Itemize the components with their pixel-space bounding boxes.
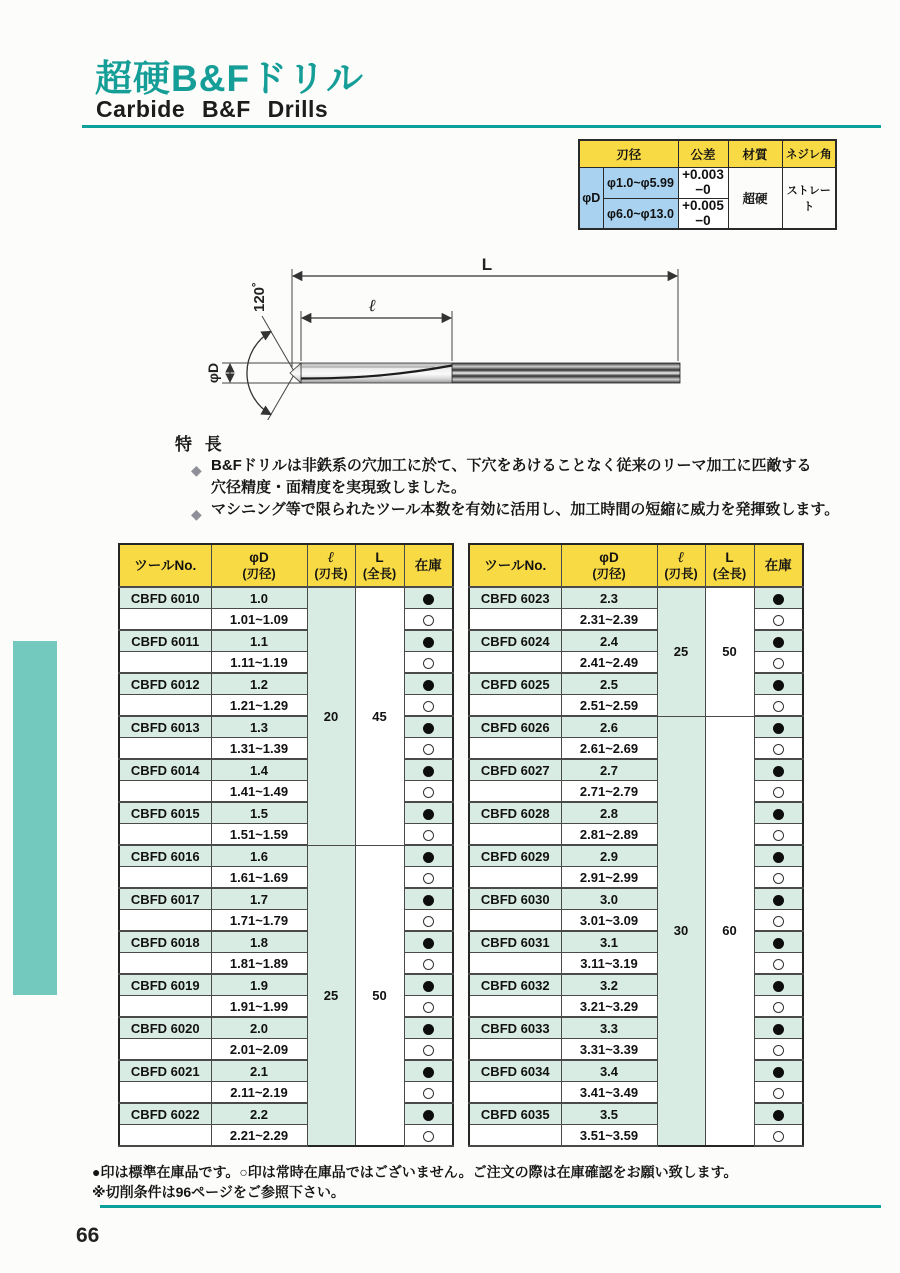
stock-standard-icon	[773, 1024, 784, 1035]
drill-flute-section	[301, 363, 452, 383]
stock-standard-icon	[423, 1024, 434, 1035]
tool-no-cell: CBFD 6023	[469, 587, 561, 609]
header-flute-length: ℓ (刃長)	[657, 544, 705, 587]
dia-cell: 1.01~1.09	[211, 609, 307, 631]
stock-cell	[404, 1039, 453, 1061]
stock-standard-icon	[773, 852, 784, 863]
stock-cell	[754, 1039, 803, 1061]
dia-cell: 1.4	[211, 759, 307, 781]
stock-cell	[404, 867, 453, 889]
stock-cell	[754, 673, 803, 695]
stock-cell	[754, 867, 803, 889]
dia-cell: 1.1	[211, 630, 307, 652]
stock-cell	[754, 953, 803, 975]
table-row	[119, 845, 453, 867]
stock-standard-icon	[423, 1067, 434, 1078]
stock-cell	[404, 888, 453, 910]
diamond-bullet-icon: ◆	[191, 462, 202, 478]
stock-on-order-icon	[773, 1131, 784, 1142]
stock-standard-icon	[423, 981, 434, 992]
dia-cell: 1.11~1.19	[211, 652, 307, 674]
stock-on-order-icon	[773, 701, 784, 712]
spec-dia-label: φD	[579, 168, 603, 230]
tool-no-cell	[469, 781, 561, 803]
stock-cell	[404, 652, 453, 674]
header-stock: 在庫	[404, 544, 453, 587]
stock-standard-icon	[773, 895, 784, 906]
stock-cell	[404, 1103, 453, 1125]
stock-cell	[754, 695, 803, 717]
stock-on-order-icon	[423, 959, 434, 970]
stock-cell	[404, 695, 453, 717]
stock-standard-icon	[773, 594, 784, 605]
stock-cell	[754, 652, 803, 674]
dia-cell: 3.5	[561, 1103, 657, 1125]
stock-standard-icon	[773, 723, 784, 734]
stock-cell	[404, 587, 453, 609]
stock-on-order-icon	[423, 916, 434, 927]
tool-no-cell: CBFD 6030	[469, 888, 561, 910]
stock-cell	[754, 888, 803, 910]
tool-no-cell: CBFD 6020	[119, 1017, 211, 1039]
stock-cell	[404, 824, 453, 846]
stock-cell	[404, 802, 453, 824]
tool-no-cell	[119, 996, 211, 1018]
page-subtitle: Carbide B&F Drills	[96, 96, 329, 122]
footnote-stock-legend: ●印は標準在庫品です。○印は常時在庫品ではございません。ご注文の際は在庫確認をお願い致します。	[92, 1164, 738, 1180]
stock-cell	[754, 845, 803, 867]
header-overall-length: L (全長)	[355, 544, 404, 587]
tool-no-cell: CBFD 6027	[469, 759, 561, 781]
drill-shank	[452, 363, 680, 383]
overall-length-cell: 45	[355, 587, 404, 845]
tool-no-cell	[119, 781, 211, 803]
spec-header-material: 材質	[728, 140, 782, 168]
tool-no-cell	[469, 652, 561, 674]
dia-cell: 3.01~3.09	[561, 910, 657, 932]
stock-on-order-icon	[773, 1045, 784, 1056]
flute-length-cell: 20	[307, 587, 355, 845]
tool-no-cell	[469, 824, 561, 846]
stock-on-order-icon	[423, 1088, 434, 1099]
tool-no-cell: CBFD 6028	[469, 802, 561, 824]
stock-standard-icon	[423, 895, 434, 906]
stock-standard-icon	[423, 766, 434, 777]
stock-on-order-icon	[423, 1045, 434, 1056]
stock-standard-icon	[423, 938, 434, 949]
stock-standard-icon	[423, 680, 434, 691]
spec-header-blade-dia: 刃径	[579, 140, 678, 168]
tool-no-cell	[119, 1039, 211, 1061]
tool-no-cell	[119, 652, 211, 674]
stock-standard-icon	[773, 981, 784, 992]
dia-cell: 2.4	[561, 630, 657, 652]
tool-no-cell: CBFD 6015	[119, 802, 211, 824]
tool-no-cell: CBFD 6031	[469, 931, 561, 953]
overall-length-cell: 50	[355, 845, 404, 1146]
dia-cell: 2.91~2.99	[561, 867, 657, 889]
stock-cell	[404, 996, 453, 1018]
stock-cell	[404, 738, 453, 760]
dia-cell: 3.21~3.29	[561, 996, 657, 1018]
stock-cell	[754, 931, 803, 953]
dia-cell: 1.61~1.69	[211, 867, 307, 889]
stock-cell	[754, 1125, 803, 1147]
feature-item	[191, 455, 851, 499]
stock-cell	[754, 910, 803, 932]
stock-cell	[404, 845, 453, 867]
tool-no-cell: CBFD 6026	[469, 716, 561, 738]
table-row	[469, 587, 803, 609]
dia-cell: 2.2	[211, 1103, 307, 1125]
header-overall-length: L (全長)	[705, 544, 754, 587]
footnote-cutting-conditions: ※切削条件は96ページをご参照下さい。	[92, 1184, 345, 1200]
stock-on-order-icon	[773, 873, 784, 884]
tool-no-cell: CBFD 6012	[119, 673, 211, 695]
spec-header-tolerance: 公差	[678, 140, 728, 168]
stock-cell	[404, 759, 453, 781]
stock-standard-icon	[773, 938, 784, 949]
tool-no-cell: CBFD 6025	[469, 673, 561, 695]
stock-cell	[404, 974, 453, 996]
feature-text-line: 穴径精度・面精度を実現致しました。	[211, 479, 467, 496]
dia-cell: 3.4	[561, 1060, 657, 1082]
feature-text-line: B&Fドリルは非鉄系の穴加工に於て、下穴をあけることなく従来のリーマ加工に匹敵する	[211, 457, 812, 474]
dia-cell: 2.8	[561, 802, 657, 824]
stock-cell	[754, 802, 803, 824]
dia-cell: 2.61~2.69	[561, 738, 657, 760]
header-dia: φD (刃径)	[211, 544, 307, 587]
stock-on-order-icon	[423, 1002, 434, 1013]
dia-cell: 2.1	[211, 1060, 307, 1082]
dia-cell: 3.2	[561, 974, 657, 996]
tool-no-cell	[469, 1039, 561, 1061]
stock-on-order-icon	[423, 744, 434, 755]
tool-no-cell	[119, 738, 211, 760]
stock-cell	[754, 587, 803, 609]
dia-cell: 2.51~2.59	[561, 695, 657, 717]
sidebar-accent-bar	[13, 641, 57, 995]
dimension-label-flute: ℓ	[368, 296, 376, 316]
drill-diagram	[200, 255, 800, 420]
dia-cell: 2.81~2.89	[561, 824, 657, 846]
dia-cell: 2.3	[561, 587, 657, 609]
stock-cell	[404, 1060, 453, 1082]
table-header-row	[469, 544, 803, 587]
tool-no-cell: CBFD 6035	[469, 1103, 561, 1125]
stock-standard-icon	[423, 809, 434, 820]
stock-cell	[754, 1103, 803, 1125]
spec-tolerance-small	[678, 168, 728, 199]
dia-cell: 1.9	[211, 974, 307, 996]
stock-standard-icon	[423, 637, 434, 648]
flute-length-cell: 25	[657, 587, 705, 716]
spec-tolerance-large	[678, 198, 728, 229]
dia-cell: 1.3	[211, 716, 307, 738]
header-tool-no: ツールNo.	[119, 544, 211, 587]
tolerance-plus-value: +0.005	[682, 198, 724, 213]
header-tool-no: ツールNo.	[469, 544, 561, 587]
stock-standard-icon	[773, 1110, 784, 1121]
stock-cell	[754, 738, 803, 760]
tool-no-cell	[469, 867, 561, 889]
tool-no-cell	[469, 695, 561, 717]
feature-item	[191, 499, 851, 521]
stock-on-order-icon	[423, 658, 434, 669]
overall-length-cell: 50	[705, 587, 754, 716]
dia-cell: 1.81~1.89	[211, 953, 307, 975]
stock-on-order-icon	[773, 1088, 784, 1099]
tool-no-cell: CBFD 6029	[469, 845, 561, 867]
dia-cell: 1.7	[211, 888, 307, 910]
stock-standard-icon	[773, 809, 784, 820]
stock-cell	[754, 609, 803, 631]
dimension-label-diameter: φD	[205, 362, 221, 384]
stock-cell	[754, 716, 803, 738]
dia-cell: 2.5	[561, 673, 657, 695]
features-list	[191, 455, 851, 521]
stock-on-order-icon	[773, 615, 784, 626]
footnotes	[92, 1162, 852, 1202]
tool-no-cell: CBFD 6021	[119, 1060, 211, 1082]
dia-cell: 2.41~2.49	[561, 652, 657, 674]
tool-no-cell	[119, 1082, 211, 1104]
dia-cell: 2.9	[561, 845, 657, 867]
stock-on-order-icon	[423, 1131, 434, 1142]
stock-on-order-icon	[423, 830, 434, 841]
stock-on-order-icon	[773, 744, 784, 755]
dia-cell: 1.2	[211, 673, 307, 695]
stock-standard-icon	[423, 594, 434, 605]
tool-no-cell: CBFD 6010	[119, 587, 211, 609]
stock-on-order-icon	[773, 787, 784, 798]
stock-cell	[754, 1060, 803, 1082]
stock-cell	[754, 974, 803, 996]
stock-standard-icon	[773, 680, 784, 691]
dia-cell: 3.11~3.19	[561, 953, 657, 975]
stock-cell	[404, 1082, 453, 1104]
stock-on-order-icon	[773, 1002, 784, 1013]
dia-cell: 2.21~2.29	[211, 1125, 307, 1147]
stock-cell	[754, 781, 803, 803]
stock-on-order-icon	[773, 658, 784, 669]
dia-cell: 3.1	[561, 931, 657, 953]
spec-range-small: φ1.0~φ5.99	[603, 168, 678, 199]
stock-standard-icon	[773, 1067, 784, 1078]
tool-no-cell	[119, 695, 211, 717]
tool-no-cell: CBFD 6033	[469, 1017, 561, 1039]
stock-on-order-icon	[423, 701, 434, 712]
dia-cell: 2.0	[211, 1017, 307, 1039]
tool-no-cell	[119, 824, 211, 846]
header-dia: φD (刃径)	[561, 544, 657, 587]
stock-standard-icon	[773, 766, 784, 777]
product-table-right	[468, 543, 804, 1147]
stock-cell	[754, 824, 803, 846]
stock-cell	[754, 996, 803, 1018]
stock-cell	[754, 759, 803, 781]
stock-standard-icon	[423, 852, 434, 863]
tool-no-cell: CBFD 6018	[119, 931, 211, 953]
tool-no-cell	[119, 953, 211, 975]
stock-on-order-icon	[773, 830, 784, 841]
dia-cell: 1.6	[211, 845, 307, 867]
dia-cell: 1.91~1.99	[211, 996, 307, 1018]
stock-standard-icon	[423, 1110, 434, 1121]
stock-on-order-icon	[423, 615, 434, 626]
spec-table	[578, 139, 837, 230]
stock-on-order-icon	[423, 787, 434, 798]
tool-no-cell	[119, 609, 211, 631]
stock-cell	[754, 1017, 803, 1039]
dia-cell: 1.31~1.39	[211, 738, 307, 760]
dia-cell: 1.0	[211, 587, 307, 609]
tool-no-cell: CBFD 6017	[119, 888, 211, 910]
tool-no-cell	[119, 910, 211, 932]
dia-cell: 1.71~1.79	[211, 910, 307, 932]
product-table-left	[118, 543, 454, 1147]
dia-cell: 1.8	[211, 931, 307, 953]
header-divider	[82, 125, 881, 128]
tool-no-cell	[469, 1125, 561, 1147]
footer-divider	[100, 1205, 881, 1208]
tool-no-cell	[469, 996, 561, 1018]
stock-on-order-icon	[773, 916, 784, 927]
stock-on-order-icon	[423, 873, 434, 884]
dimension-label-angle: 120˚	[251, 281, 268, 313]
table-row	[119, 587, 453, 609]
tool-no-cell	[469, 609, 561, 631]
tolerance-minus-value: −0	[695, 181, 711, 197]
stock-cell	[404, 910, 453, 932]
tool-no-cell: CBFD 6011	[119, 630, 211, 652]
dia-cell: 3.51~3.59	[561, 1125, 657, 1147]
diamond-bullet-icon: ◆	[191, 506, 202, 522]
flute-length-cell: 25	[307, 845, 355, 1146]
tool-no-cell	[469, 738, 561, 760]
spec-range-large: φ6.0~φ13.0	[603, 198, 678, 229]
page-number: 66	[76, 1224, 100, 1247]
tool-no-cell: CBFD 6019	[119, 974, 211, 996]
tool-no-cell	[119, 867, 211, 889]
dia-cell: 3.31~3.39	[561, 1039, 657, 1061]
dia-cell: 1.41~1.49	[211, 781, 307, 803]
flute-length-cell: 30	[657, 716, 705, 1146]
stock-cell	[404, 1017, 453, 1039]
tolerance-plus-value: +0.003	[682, 167, 724, 182]
table-row	[469, 716, 803, 738]
dia-cell: 1.21~1.29	[211, 695, 307, 717]
features-heading: 特 長	[175, 435, 226, 454]
tool-no-cell: CBFD 6016	[119, 845, 211, 867]
dia-cell: 2.6	[561, 716, 657, 738]
stock-cell	[404, 953, 453, 975]
stock-cell	[404, 1125, 453, 1147]
header-stock: 在庫	[754, 544, 803, 587]
tool-no-cell	[469, 910, 561, 932]
dia-cell: 1.51~1.59	[211, 824, 307, 846]
dia-cell: 3.3	[561, 1017, 657, 1039]
tool-no-cell: CBFD 6022	[119, 1103, 211, 1125]
stock-cell	[404, 781, 453, 803]
stock-cell	[404, 630, 453, 652]
spec-material-value: 超硬	[728, 168, 782, 230]
dia-cell: 2.01~2.09	[211, 1039, 307, 1061]
dia-cell: 2.71~2.79	[561, 781, 657, 803]
spec-header-twist-angle: ネジレ角	[782, 140, 836, 168]
tolerance-minus-value: −0	[695, 212, 711, 228]
dia-cell: 2.7	[561, 759, 657, 781]
overall-length-cell: 60	[705, 716, 754, 1146]
stock-on-order-icon	[773, 959, 784, 970]
stock-cell	[404, 609, 453, 631]
dia-cell: 2.31~2.39	[561, 609, 657, 631]
tool-no-cell: CBFD 6032	[469, 974, 561, 996]
stock-standard-icon	[773, 637, 784, 648]
tool-no-cell: CBFD 6013	[119, 716, 211, 738]
dia-cell: 2.11~2.19	[211, 1082, 307, 1104]
stock-cell	[404, 931, 453, 953]
dia-cell: 3.41~3.49	[561, 1082, 657, 1104]
header-flute-length: ℓ (刃長)	[307, 544, 355, 587]
dia-cell: 1.5	[211, 802, 307, 824]
tool-no-cell: CBFD 6034	[469, 1060, 561, 1082]
stock-standard-icon	[423, 723, 434, 734]
stock-cell	[754, 630, 803, 652]
feature-text-line: マシニング等で限られたツール本数を有効に活用し、加工時間の短縮に威力を発揮致します。	[211, 501, 840, 518]
dia-cell: 3.0	[561, 888, 657, 910]
spec-twist-angle-value: ストレート	[782, 168, 836, 230]
page-title: 超硬B&Fドリル	[95, 58, 365, 99]
stock-cell	[404, 716, 453, 738]
tool-no-cell: CBFD 6014	[119, 759, 211, 781]
tool-no-cell	[119, 1125, 211, 1147]
tool-no-cell	[469, 953, 561, 975]
tool-no-cell: CBFD 6024	[469, 630, 561, 652]
stock-cell	[754, 1082, 803, 1104]
table-header-row	[119, 544, 453, 587]
stock-cell	[404, 673, 453, 695]
dimension-label-overall: L	[481, 255, 493, 274]
tool-no-cell	[469, 1082, 561, 1104]
